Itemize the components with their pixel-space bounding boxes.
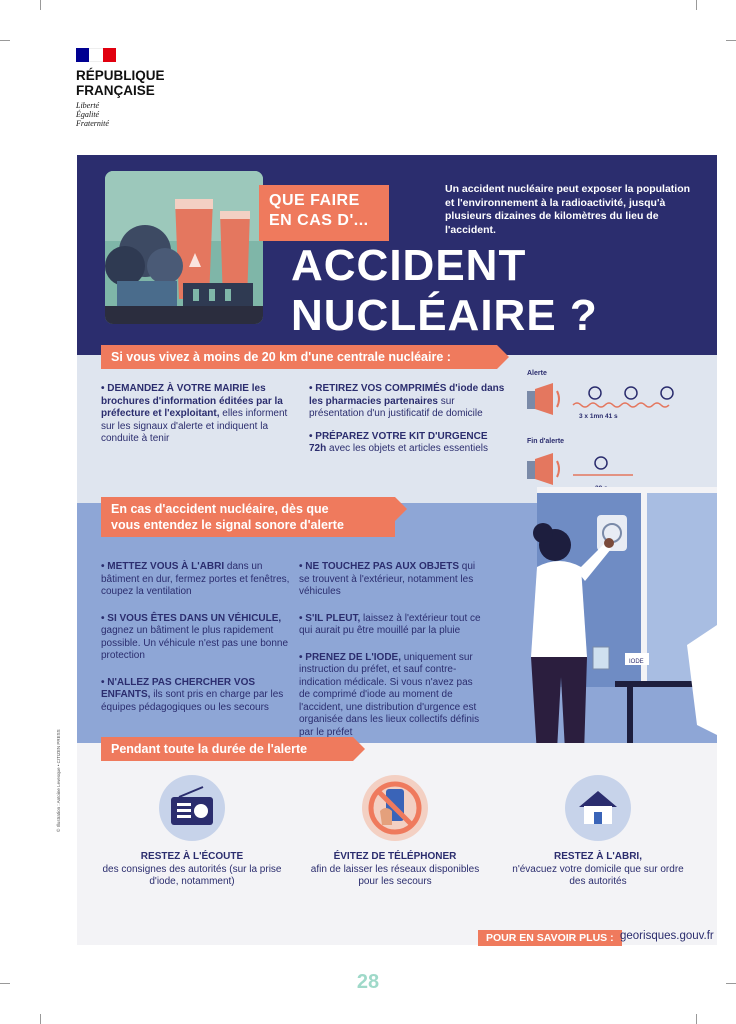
list-item: • NE TOUCHEZ PAS AUX OBJETS qui se trouvent à l'extérieur, notamment les véhicules — [299, 561, 476, 597]
listen-caption: RESTEZ À L'ÉCOUTE des consignes des autorités (sur la prise d'iode, notamment) — [102, 851, 282, 887]
list-item: • PRENEZ DE L'IODE, uniquement sur instruction du préfet, et sauf contre-indication médicale. Si vous n'avez pas de comprimé d'iode au moment de l'accident, une distribution d'urgence est organisée dans les lieux collectifs définis par le préfet — [299, 651, 480, 738]
end-alert-label: Fin d'alerte — [527, 438, 565, 445]
alert-label: Alerte — [527, 370, 547, 377]
section1-right-column — [309, 383, 505, 466]
house-icon — [565, 775, 631, 841]
no-phone-caption: ÉVITEZ DE TÉLÉPHONER afin de laisser les réseaux disponibles pour les secours — [310, 851, 480, 887]
logo-motto: Liberté Égalité Fraternité — [76, 101, 109, 128]
more-info-label: POUR EN SAVOIR PLUS : — [478, 930, 622, 946]
list-item: • METTEZ VOUS À L'ABRI dans un bâtiment en dur, fermez portes et fenêtres, coupez la ventilation — [101, 561, 290, 597]
list-item: • RETIREZ VOS COMPRIMÉS d'iode dans les pharmacies partenaires sur présentation d'un justificatif de domicile — [309, 383, 505, 419]
section1-left-column — [101, 383, 295, 456]
illustration-credit: © Illustration : Antoine Levesque • CITIZEN PRESS — [56, 729, 61, 832]
section1-banner: Si vous vivez à moins de 20 km d'une centrale nucléaire : — [101, 345, 497, 369]
what-to-do-tag: QUE FAIRE EN CAS D'... — [259, 185, 389, 241]
logo-title: RÉPUBLIQUE FRANÇAISE — [76, 68, 165, 98]
no-phone-icon — [362, 775, 428, 841]
list-item: • PRÉPAREZ VOTRE KIT D'URGENCE 72h avec les objets et articles essentiels — [309, 430, 488, 454]
power-plant-illustration — [105, 171, 263, 324]
list-item: • DEMANDEZ À VOTRE MAIRIE les brochures d'information éditées par la préfecture et l'exploitant, elles informent sur les signaux d'alerte et indiquent la conduite à tenir — [101, 383, 288, 444]
list-item: • SI VOUS ÊTES DANS UN VÉHICULE, gagnez un bâtiment le plus rapidement possible. Un véhicule n'est pas une bonne protection — [101, 612, 289, 661]
svg-text:IODE: IODE — [629, 659, 644, 665]
alert-duration: 3 x 1mn 41 s — [579, 413, 618, 420]
section2-left-column — [101, 561, 295, 724]
section-during-alert — [77, 743, 717, 945]
marianne-flag-icon — [76, 48, 116, 62]
section2-right-column — [299, 561, 481, 749]
list-item: • S'IL PLEUT, laissez à l'extérieur tout ce qui aurait pu être mouillé par la pluie — [299, 612, 481, 636]
georisques-link[interactable]: georisques.gouv.fr — [620, 930, 714, 942]
section3-banner: Pendant toute la durée de l'alerte — [101, 737, 353, 761]
list-item: • N'ALLEZ PAS CHERCHER VOS ENFANTS, ils sont pris en charge par les équipes pédagogiques ou les secours — [101, 676, 284, 713]
page-title: ACCIDENT NUCLÉAIRE ? — [291, 241, 598, 340]
hero-section — [77, 155, 717, 355]
republique-francaise-logo — [76, 48, 165, 128]
radio-icon — [159, 775, 225, 841]
shelter-caption: RESTEZ À L'ABRI, n'évacuez votre domicile que sur ordre des autorités — [512, 851, 684, 887]
poster — [77, 155, 717, 945]
section2-banner: En cas d'accident nucléaire, dès que vous entendez le signal sonore d'alerte — [101, 497, 395, 537]
hero-intro-text: Un accident nucléaire peut exposer la population et l'environnement à la radioactivité, jusqu'à plusieurs dizaines de kilomètres du lieu de l'accident. — [445, 183, 691, 236]
page-number: 28 — [356, 971, 380, 993]
